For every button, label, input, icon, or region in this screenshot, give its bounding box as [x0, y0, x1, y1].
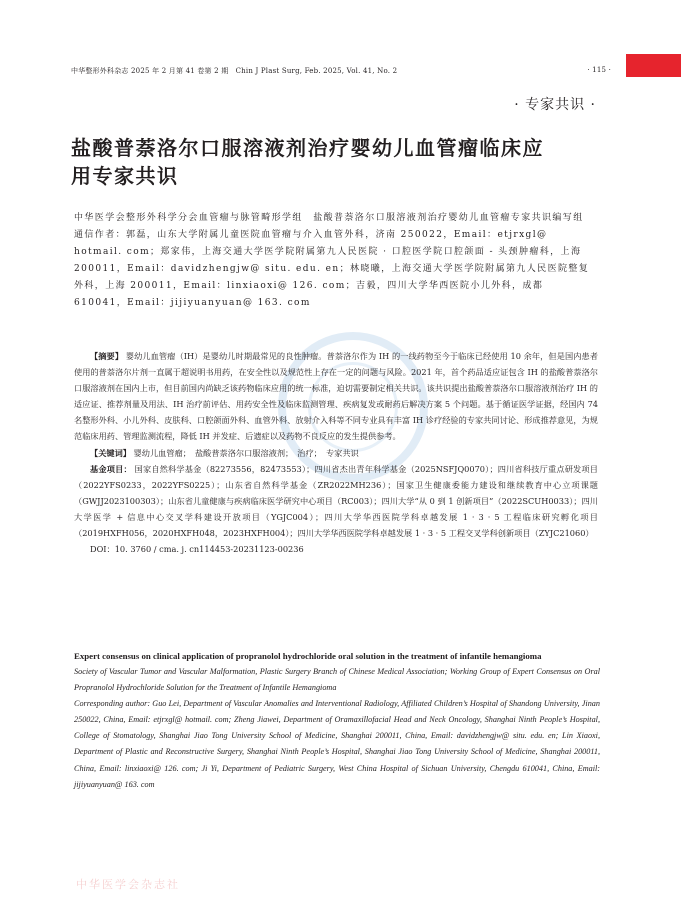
keywords-label: 【关键词】 — [90, 447, 131, 458]
section-color-tab — [626, 54, 681, 77]
english-abstract-section — [74, 648, 600, 793]
funding-text: 国家自然科学基金（82273556，82473553）；四川省杰出青年科学基金（2025NSFJQ0070）；四川省科技厅重点研发项目（2022YFS0233，2022YFS0225）；山东省自然科学基金（ZR2022MH236）；国家卫生健康委能力建设和继续教育中心立项课题（GWJJ2023100303）；山东省儿童健康与疾病临床医学研究中心项目（RC003）；四川大学“从 0 到 1 创新项目”（2022SCUH0033）；四川大学医学 + 信息中心交叉学科建设开放项目（YGJC004）；四川大学华西医院学科卓越发展 1 · 3 · 5 工程临床研究孵化项目（2019HXFH056，2020HXFH048，2023HXFH004）；四川大学华西医院学科卓越发展 1 · 3 · 5 工程交叉学科创新项目（ZYJC21060） — [74, 463, 598, 539]
abstract-paragraph — [74, 348, 598, 445]
funding-label: 基金项目： — [90, 463, 132, 474]
abstract-section — [74, 348, 598, 557]
english-corresponding: Corresponding author: Guo Lei, Department of Vascular Anomalies and Interventional Radiology, Affiliated Children’s Hospital of Shandong University, Jinan 250022, China, Email: etjrxgl@ hotmail. com; Zheng Jiawei, Department of Oramaxillofacial Head and Neck Oncology, Shanghai Ninth People’s Hospital, College of Stomatology, Shanghai Jiao Tong University School of Medicine, Shanghai 200011, China, Email: davidzhengjw@ situ. edu. en; Lin Xiaoxi, Department of Plastic and Reconstructive Surgery, Shanghai Ninth People’s Hospital, Shanghai Jiao Tong University School of Medicine, Shanghai 200011, China, Email: linxiaoxi@ 126. com; Ji Yi, Department of Pediatric Surgery, West China Hospital of Sichuan University, Chengdu 610041, China, Email: jijiyuanyuan@ 163. com — [74, 699, 600, 789]
correspondence: 通信作者：郭磊，山东大学附属儿童医院血管瘤与介入血管外科，济南 250022，Email：etjrxgl@ hotmail. com；郑家伟，上海交通大学医学院附属第九人民医院 · 口腔医学院口腔颌面 - 头颈肿瘤科，上海 200011，Email：davidzhengjw@ situ. edu. en；林晓曦，上海交通大学医学院附属第九人民医院整复外科，上海 200011，Email：linxiaoxi@ 126. com；吉毅，四川大学华西医院小儿外科，成都 610041，Email：jijiyuanyuan@ 163. com — [74, 230, 590, 308]
english-author-group: Society of Vascular Tumor and Vascular Malformation, Plastic Surgery Branch of Chinese Medical Association; Working Group of Expert Consensus on Oral Propranolol Hydrochloride Solution for the Treatment of Infantile Hemangioma — [74, 667, 600, 693]
doi-line: DOI：10. 3760 / cma. j. cn114453-20231123-00236 — [90, 544, 304, 555]
page-number: · 115 · — [587, 66, 611, 74]
abstract-text: 婴幼儿血管瘤（IH）是婴幼儿时期最常见的良性肿瘤。普萘洛尔作为 IH 的一线药物至今于临床已经使用 10 余年，但是国内患者使用的普萘洛尔片剂一直属于超说明书用药，在安全性以及规范性上存在一定的问题与风险。2021 年，首个药品适应证包含 IH 的盐酸普萘洛尔口服溶液剂在国内上市，但目前国内尚缺乏该药物临床应用的统一标准，迫切需要制定相关共识。该共识提出盐酸普萘洛尔口服溶液剂治疗 IH 的适应证、推荐剂量及用法、IH 治疗前评估、用药安全性及临床监测管理、疾病复发或耐药后解决方案 5 个问题。基于循证医学证据，经国内 74 名整形外科、小儿外科、皮肤科、口腔颌面外科、血管外科、放射介入科等不同专业具有丰富 IH 诊疗经验的专家共同讨论、形成推荐意见，为规范临床用药、管理监测流程，降低 IH 并发症、后遗症以及药物不良反应的发生提供参考。 — [74, 351, 598, 442]
section-label: · 专家共识 · — [514, 97, 596, 113]
footer-watermark: 中华医学会杂志社 — [76, 878, 180, 891]
abstract-label: 【摘要】 — [90, 351, 124, 361]
article-title: 盐酸普萘洛尔口服溶液剂治疗婴幼儿血管瘤临床应用专家共识 — [71, 136, 544, 188]
author-block — [74, 210, 594, 312]
keywords-text: 婴幼儿血管瘤； 盐酸普萘洛尔口服溶液剂； 治疗； 专家共识 — [133, 447, 359, 458]
keywords-paragraph — [74, 445, 598, 461]
running-head — [71, 66, 611, 76]
author-group: 中华医学会整形外科学分会血管瘤与脉管畸形学组 盐酸普萘洛尔口服溶液剂治疗婴幼儿血管瘤专家共识编写组 — [74, 213, 584, 223]
funding-paragraph — [74, 461, 598, 541]
journal-citation: 中华整形外科杂志 2025 年 2 月第 41 卷第 2 期 Chin J Plast Surg, Feb. 2025, Vol. 41, No. 2 — [71, 67, 398, 75]
english-title: Expert consensus on clinical application of propranolol hydrochloride oral solution in the treatment of infantile hemangioma — [74, 651, 542, 661]
